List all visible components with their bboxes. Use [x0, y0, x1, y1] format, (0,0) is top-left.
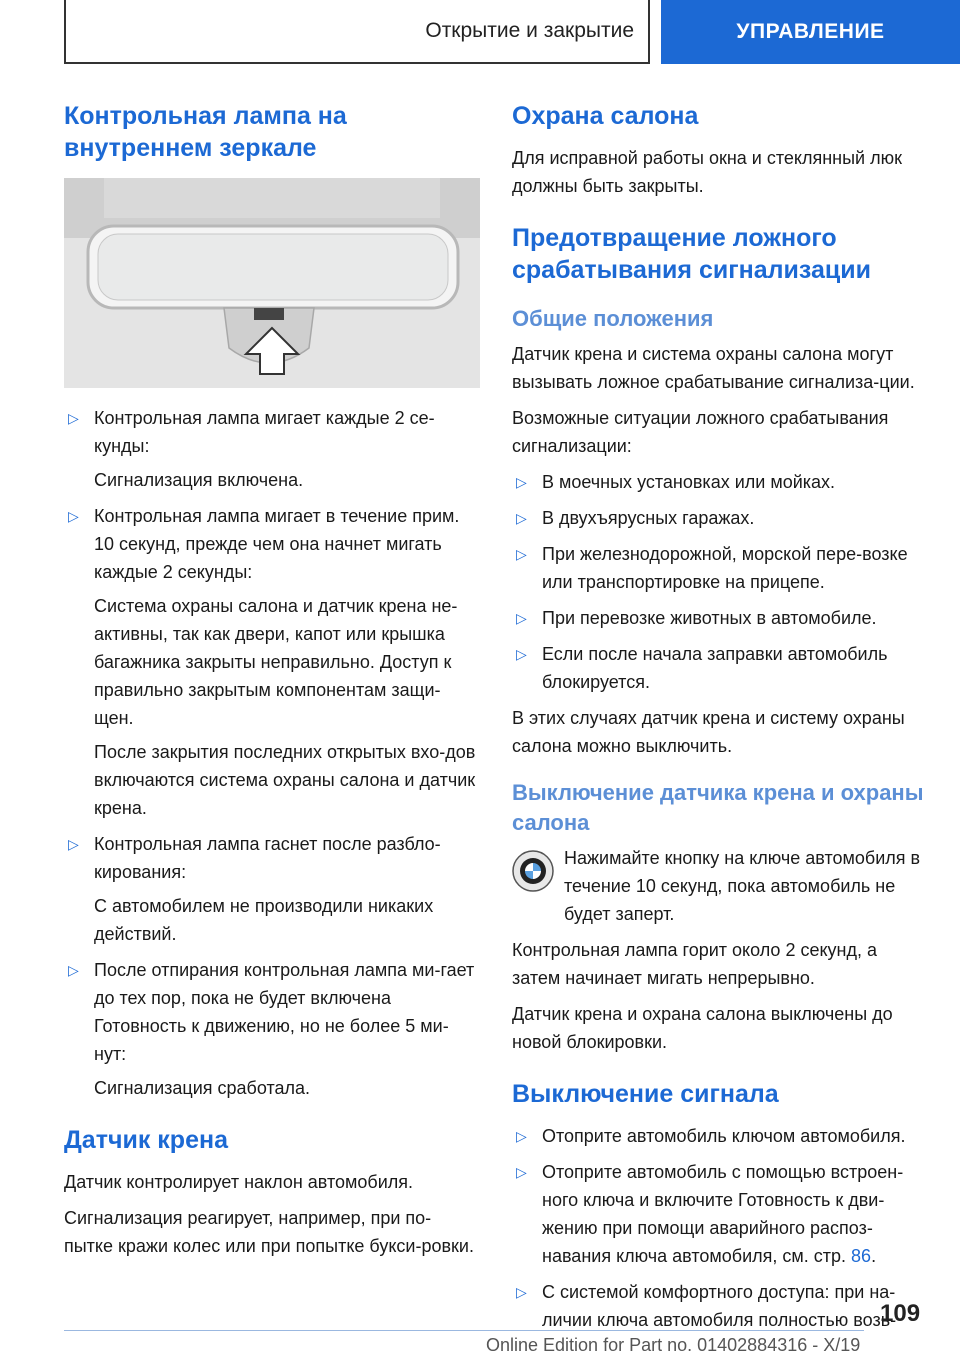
- item-text: Отоприте автомобиль с помощью встроен-ного ключа и включите Готовность к дви-жению при помощи аварийного распоз-навания ключа автомобиля, см. стр.: [542, 1162, 904, 1266]
- item-text: При железнодорожной, морской пере-возке или транспортировке на прицепе.: [542, 544, 908, 592]
- rearview-mirror-image: [64, 178, 480, 388]
- mirror-lamp-heading: [64, 100, 480, 164]
- bullet-triangle-icon: ▷: [68, 836, 79, 852]
- bmw-key-icon: [512, 850, 554, 892]
- item-sub: Сигнализация включена.: [94, 470, 304, 490]
- right-column: [512, 100, 926, 1342]
- footer-divider: [64, 1330, 864, 1331]
- interior-guard-paragraph: Для исправной работы окна и стеклянный люк должны быть закрыты.: [512, 148, 902, 196]
- bullet-triangle-icon: ▷: [68, 410, 79, 426]
- item-text: В моечных установках или мойках.: [542, 472, 836, 492]
- disable-paragraph-3: Датчик крена и охрана салона выключены до новой блокировки.: [512, 1004, 893, 1052]
- list-item: [512, 1158, 926, 1270]
- left-column: [64, 100, 480, 1268]
- bullet-triangle-icon: ▷: [516, 1164, 527, 1180]
- lamp-states-list: [64, 404, 480, 1102]
- page-number: 109: [880, 1300, 921, 1327]
- header-section-label: Открытие и закрытие: [425, 19, 634, 42]
- bullet-triangle-icon: ▷: [516, 646, 527, 662]
- bullet-triangle-icon: ▷: [68, 962, 79, 978]
- tilt-paragraph-1: Датчик контролирует наклон автомобиля.: [64, 1172, 413, 1192]
- bullet-triangle-icon: ▷: [516, 474, 527, 490]
- alarm-off-list: [512, 1122, 926, 1334]
- interior-guard-heading: Охрана салона: [512, 102, 699, 130]
- list-item: [64, 956, 480, 1102]
- item-sub: После закрытия последних открытых вхо-дов включаются система охраны салона и датчик крена.: [94, 742, 476, 818]
- disable-sensor-heading: Выключение датчика крена и охраны салона: [512, 780, 924, 835]
- item-text: Отоприте автомобиль ключом автомобиля.: [542, 1126, 906, 1146]
- page-reference-link[interactable]: 86: [851, 1246, 872, 1266]
- item-text: После отпирания контрольная лампа ми-гает до тех пор, пока не будет включена Готовность к движению, но не более 5 ми-нут:: [94, 960, 475, 1064]
- edition-footer: Online Edition for Part no. 01402884316 - X/19: [486, 1335, 861, 1355]
- item-sub: Система охраны салона и датчик крена не-активны, так как двери, капот или крышка багажника закрыты неправильно. Доступ к правильно закрытым компонентам защи-щен.: [94, 596, 458, 728]
- list-item: [512, 468, 926, 496]
- bullet-triangle-icon: ▷: [516, 1284, 527, 1300]
- list-item: [512, 540, 926, 596]
- general-paragraph-1: Датчик крена и система охраны салона могут вызывать ложное срабатывание сигнализа-ции.: [512, 344, 915, 392]
- key-instruction: [512, 844, 926, 928]
- item-text: В двухъярусных гаражах.: [542, 508, 755, 528]
- list-item: [512, 1278, 926, 1334]
- item-sub: С автомобилем не производили никаких действий.: [94, 896, 434, 944]
- alarm-off-heading: Выключение сигнала: [512, 1080, 779, 1108]
- item-text: Если после начала заправки автомобиль блокируется.: [542, 644, 888, 692]
- bullet-triangle-icon: ▷: [516, 1128, 527, 1144]
- bullet-triangle-icon: ▷: [516, 510, 527, 526]
- header-chapter: [661, 0, 960, 64]
- header-section: [64, 0, 650, 64]
- general-paragraph-2: Возможные ситуации ложного срабатывания сигнализации:: [512, 408, 889, 456]
- disable-paragraph-2: Контрольная лампа горит около 2 секунд, а затем начинает мигать непрерывно.: [512, 940, 878, 988]
- list-item: [512, 604, 926, 632]
- situations-conclusion: В этих случаях датчик крена и систему охраны салона можно выключить.: [512, 708, 905, 756]
- general-heading: Общие положения: [512, 306, 714, 331]
- bullet-triangle-icon: ▷: [68, 508, 79, 524]
- bullet-triangle-icon: ▷: [516, 610, 527, 626]
- tilt-sensor-heading: Датчик крена: [64, 1126, 228, 1154]
- item-text: Контрольная лампа мигает в течение прим. 10 секунд, прежде чем она начнет мигать каждые 2 секунды:: [94, 506, 460, 582]
- list-item: [64, 502, 480, 822]
- list-item: [512, 1122, 926, 1150]
- item-text: Контрольная лампа гаснет после разбло-кирования:: [94, 834, 441, 882]
- tilt-paragraph-2: Сигнализация реагирует, например, при по-пытке кражи колес или при попытке букси-ровки.: [64, 1208, 474, 1256]
- heading-line2: внутреннем зеркале: [64, 134, 317, 162]
- bullet-triangle-icon: ▷: [516, 546, 527, 562]
- list-item: [512, 640, 926, 696]
- list-item: [64, 830, 480, 948]
- false-alarm-heading: Предотвращение ложного срабатывания сигнализации: [512, 224, 872, 284]
- situations-list: [512, 468, 926, 696]
- item-text: Контрольная лампа мигает каждые 2 се-кунды:: [94, 408, 435, 456]
- list-item: [512, 504, 926, 532]
- disable-paragraph-1: Нажимайте кнопку на ключе автомобиля в течение 10 секунд, пока автомобиль не будет заперт.: [564, 848, 921, 924]
- item-text: При перевозке животных в автомобиле.: [542, 608, 877, 628]
- list-item: [64, 404, 480, 494]
- item-sub: Сигнализация сработала.: [94, 1078, 311, 1098]
- page-ref-suffix: .: [871, 1246, 877, 1266]
- item-text: С системой комфортного доступа: при на-личии ключа автомобиля полностью возь-: [542, 1282, 897, 1330]
- heading-line1: Контрольная лампа на: [64, 102, 347, 130]
- header-chapter-label: УПРАВЛЕНИЕ: [736, 20, 885, 43]
